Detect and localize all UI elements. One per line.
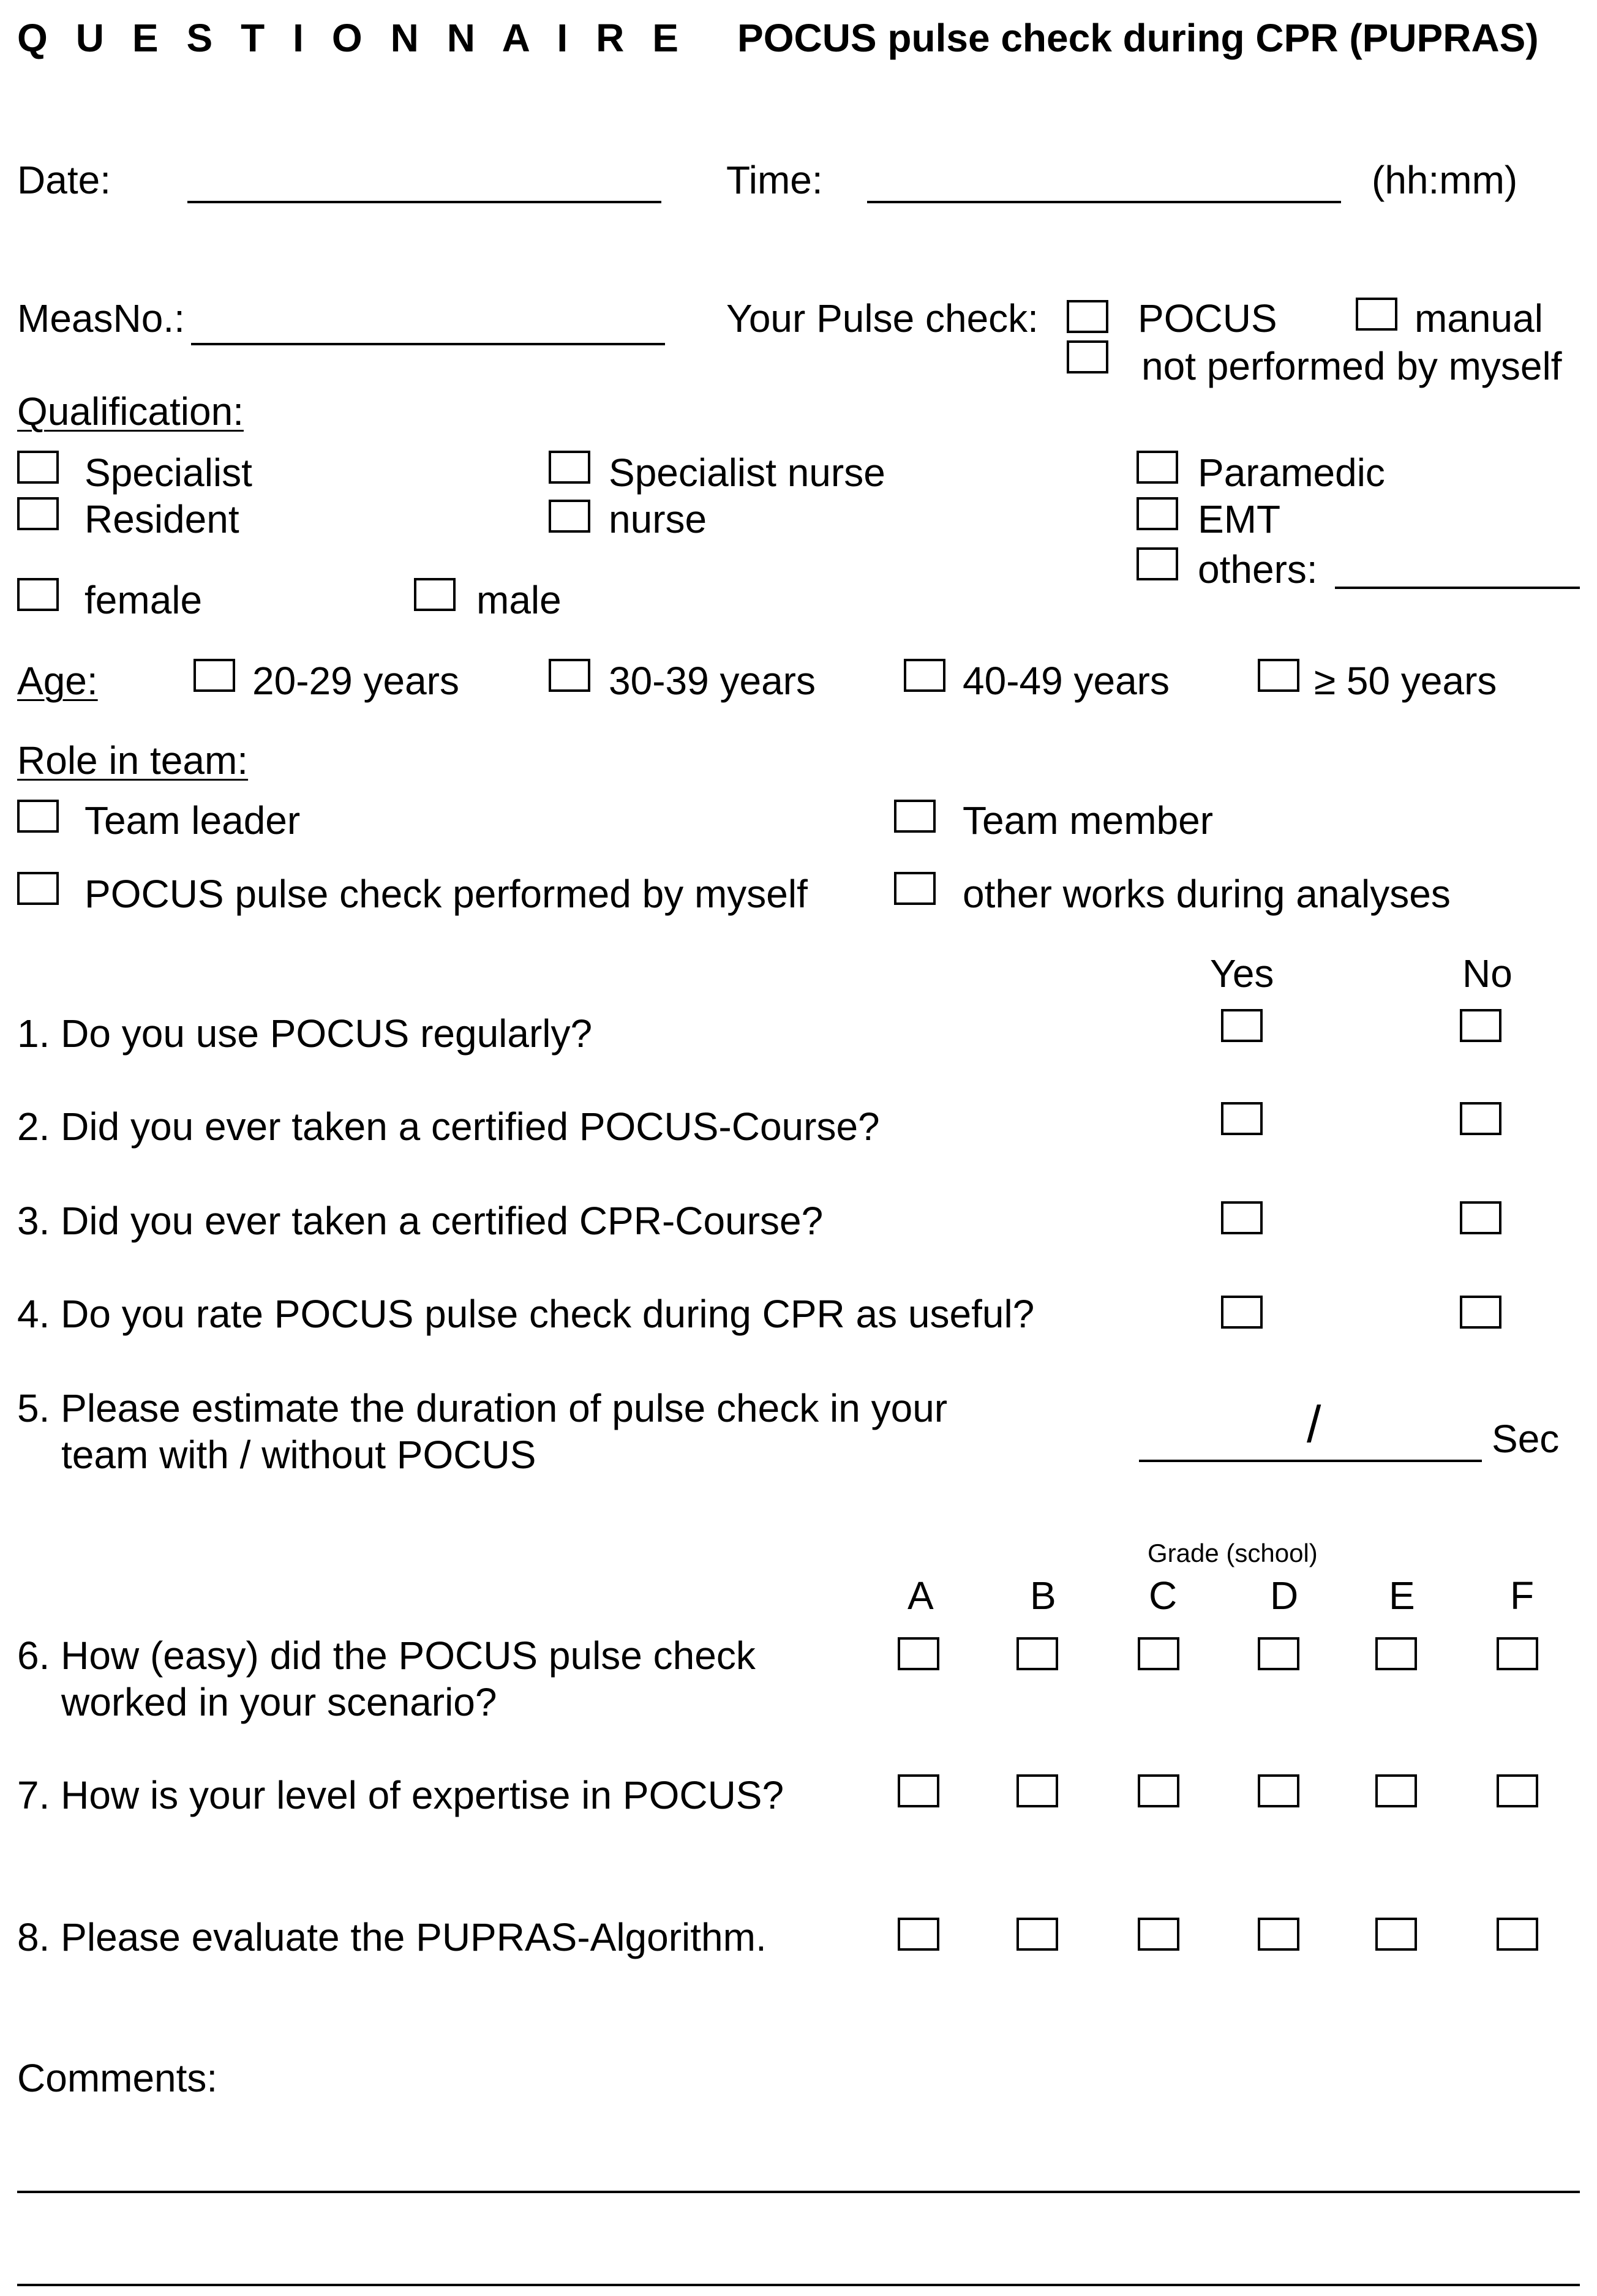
q7-grade-a-checkbox[interactable] xyxy=(898,1774,939,1807)
pulse-check-pocus-checkbox[interactable] xyxy=(1067,300,1108,333)
q3-no-checkbox[interactable] xyxy=(1460,1201,1501,1234)
question-8: 8. Please evaluate the PUPRAS-Algorithm. xyxy=(17,1915,767,1959)
gender-male-checkbox[interactable] xyxy=(414,578,456,611)
date-field[interactable] xyxy=(187,201,661,203)
time-field[interactable] xyxy=(867,201,1341,203)
q8-grade-d-checkbox[interactable] xyxy=(1258,1918,1299,1951)
q7-grade-b-checkbox[interactable] xyxy=(1016,1774,1058,1807)
question-5-line1: 5. Please estimate the duration of pulse check in your xyxy=(17,1386,948,1430)
age-50-plus-label: ≥ 50 years xyxy=(1314,659,1497,703)
q6-grade-e-checkbox[interactable] xyxy=(1375,1637,1417,1670)
role-team-member-label: Team member xyxy=(963,798,1213,842)
qualification-resident-checkbox[interactable] xyxy=(17,497,59,530)
qualification-specialist-nurse-label: Specialist nurse xyxy=(609,451,885,495)
q8-grade-c-checkbox[interactable] xyxy=(1138,1918,1179,1951)
q8-grade-f-checkbox[interactable] xyxy=(1497,1918,1538,1951)
gender-male-label: male xyxy=(476,578,562,622)
qualification-emt-label: EMT xyxy=(1198,497,1281,541)
role-team-member-checkbox[interactable] xyxy=(894,800,936,833)
question-7: 7. How is your level of expertise in POCUS? xyxy=(17,1773,784,1817)
form-title: Q U E S T I O N N A I R E xyxy=(17,16,687,60)
qualification-resident-label: Resident xyxy=(85,497,239,541)
date-label: Date: xyxy=(17,158,111,202)
age-50-plus-checkbox[interactable] xyxy=(1258,659,1299,692)
question-2: 2. Did you ever taken a certified POCUS-Course? xyxy=(17,1105,880,1149)
grade-letter-d: D xyxy=(1270,1574,1299,1618)
qualification-specialist-label: Specialist xyxy=(85,451,252,495)
grade-caption: Grade (school) xyxy=(1148,1539,1318,1567)
measno-field[interactable] xyxy=(191,343,665,345)
role-pocus-myself-checkbox[interactable] xyxy=(17,872,59,905)
q1-yes-checkbox[interactable] xyxy=(1221,1009,1263,1042)
age-20-29-checkbox[interactable] xyxy=(194,659,235,692)
qualification-specialist-nurse-checkbox[interactable] xyxy=(549,451,590,484)
role-team-leader-checkbox[interactable] xyxy=(17,800,59,833)
age-20-29-label: 20-29 years xyxy=(252,659,459,703)
grade-letter-f: F xyxy=(1510,1574,1535,1618)
q7-grade-f-checkbox[interactable] xyxy=(1497,1774,1538,1807)
pulse-check-pocus-label: POCUS xyxy=(1138,296,1277,340)
role-team-leader-label: Team leader xyxy=(85,798,301,842)
age-30-39-label: 30-39 years xyxy=(609,659,816,703)
grade-letter-a: A xyxy=(907,1574,934,1618)
q2-yes-checkbox[interactable] xyxy=(1221,1102,1263,1135)
q7-grade-d-checkbox[interactable] xyxy=(1258,1774,1299,1807)
gender-female-label: female xyxy=(85,578,203,622)
qualification-others-label: others: xyxy=(1198,547,1318,591)
q3-yes-checkbox[interactable] xyxy=(1221,1201,1263,1234)
question-5-line2: team with / without POCUS xyxy=(61,1433,536,1477)
question-1: 1. Do you use POCUS regularly? xyxy=(17,1011,593,1056)
pulse-check-manual-label: manual xyxy=(1415,296,1543,340)
duration-field[interactable] xyxy=(1139,1460,1482,1462)
comments-label: Comments: xyxy=(17,2056,218,2100)
q4-no-checkbox[interactable] xyxy=(1460,1296,1501,1329)
qualification-label: Qualification: xyxy=(17,389,244,433)
q6-grade-b-checkbox[interactable] xyxy=(1016,1637,1058,1670)
age-40-49-label: 40-49 years xyxy=(963,659,1170,703)
age-40-49-checkbox[interactable] xyxy=(904,659,945,692)
q7-grade-c-checkbox[interactable] xyxy=(1138,1774,1179,1807)
question-3: 3. Did you ever taken a certified CPR-Course? xyxy=(17,1199,824,1243)
comments-line-1[interactable] xyxy=(17,2191,1580,2193)
role-pocus-myself-label: POCUS pulse check performed by myself xyxy=(85,872,808,916)
no-column-header: No xyxy=(1462,951,1512,996)
role-other-works-label: other works during analyses xyxy=(963,872,1451,916)
qualification-others-field[interactable] xyxy=(1335,587,1580,589)
q1-no-checkbox[interactable] xyxy=(1460,1009,1501,1042)
question-6-line1: 6. How (easy) did the POCUS pulse check xyxy=(17,1634,756,1678)
qualification-paramedic-label: Paramedic xyxy=(1198,451,1385,495)
qualification-others-checkbox[interactable] xyxy=(1137,547,1178,580)
age-30-39-checkbox[interactable] xyxy=(549,659,590,692)
q8-grade-a-checkbox[interactable] xyxy=(898,1918,939,1951)
question-4: 4. Do you rate POCUS pulse check during CPR as useful? xyxy=(17,1292,1035,1336)
age-label: Age: xyxy=(17,659,98,703)
measno-label: MeasNo.: xyxy=(17,296,185,340)
yes-column-header: Yes xyxy=(1210,951,1274,996)
grade-letter-b: B xyxy=(1030,1574,1056,1618)
pulse-check-label: Your Pulse check: xyxy=(726,296,1039,340)
q7-grade-e-checkbox[interactable] xyxy=(1375,1774,1417,1807)
duration-unit: Sec xyxy=(1492,1417,1560,1461)
study-title: POCUS pulse check during CPR (PUPRAS) xyxy=(737,16,1539,60)
q6-grade-d-checkbox[interactable] xyxy=(1258,1637,1299,1670)
pulse-check-not-performed-label: not performed by myself xyxy=(1141,344,1562,388)
q4-yes-checkbox[interactable] xyxy=(1221,1296,1263,1329)
duration-separator: / xyxy=(1307,1395,1321,1453)
q8-grade-e-checkbox[interactable] xyxy=(1375,1918,1417,1951)
gender-female-checkbox[interactable] xyxy=(17,578,59,611)
qualification-nurse-label: nurse xyxy=(609,497,707,541)
q8-grade-b-checkbox[interactable] xyxy=(1016,1918,1058,1951)
qualification-paramedic-checkbox[interactable] xyxy=(1137,451,1178,484)
role-label: Role in team: xyxy=(17,738,249,782)
grade-letter-c: C xyxy=(1149,1574,1178,1618)
pulse-check-not-performed-checkbox[interactable] xyxy=(1067,340,1108,373)
role-other-works-checkbox[interactable] xyxy=(894,872,936,905)
question-6-line2: worked in your scenario? xyxy=(61,1680,497,1724)
q6-grade-a-checkbox[interactable] xyxy=(898,1637,939,1670)
grade-letter-e: E xyxy=(1389,1574,1415,1618)
pulse-check-manual-checkbox[interactable] xyxy=(1356,298,1397,331)
q6-grade-c-checkbox[interactable] xyxy=(1138,1637,1179,1670)
qualification-nurse-checkbox[interactable] xyxy=(549,500,590,533)
qualification-specialist-checkbox[interactable] xyxy=(17,451,59,484)
q2-no-checkbox[interactable] xyxy=(1460,1102,1501,1135)
time-format-hint: (hh:mm) xyxy=(1372,158,1518,202)
q6-grade-f-checkbox[interactable] xyxy=(1497,1637,1538,1670)
time-label: Time: xyxy=(726,158,823,202)
qualification-emt-checkbox[interactable] xyxy=(1137,497,1178,530)
comments-line-2[interactable] xyxy=(17,2284,1580,2286)
